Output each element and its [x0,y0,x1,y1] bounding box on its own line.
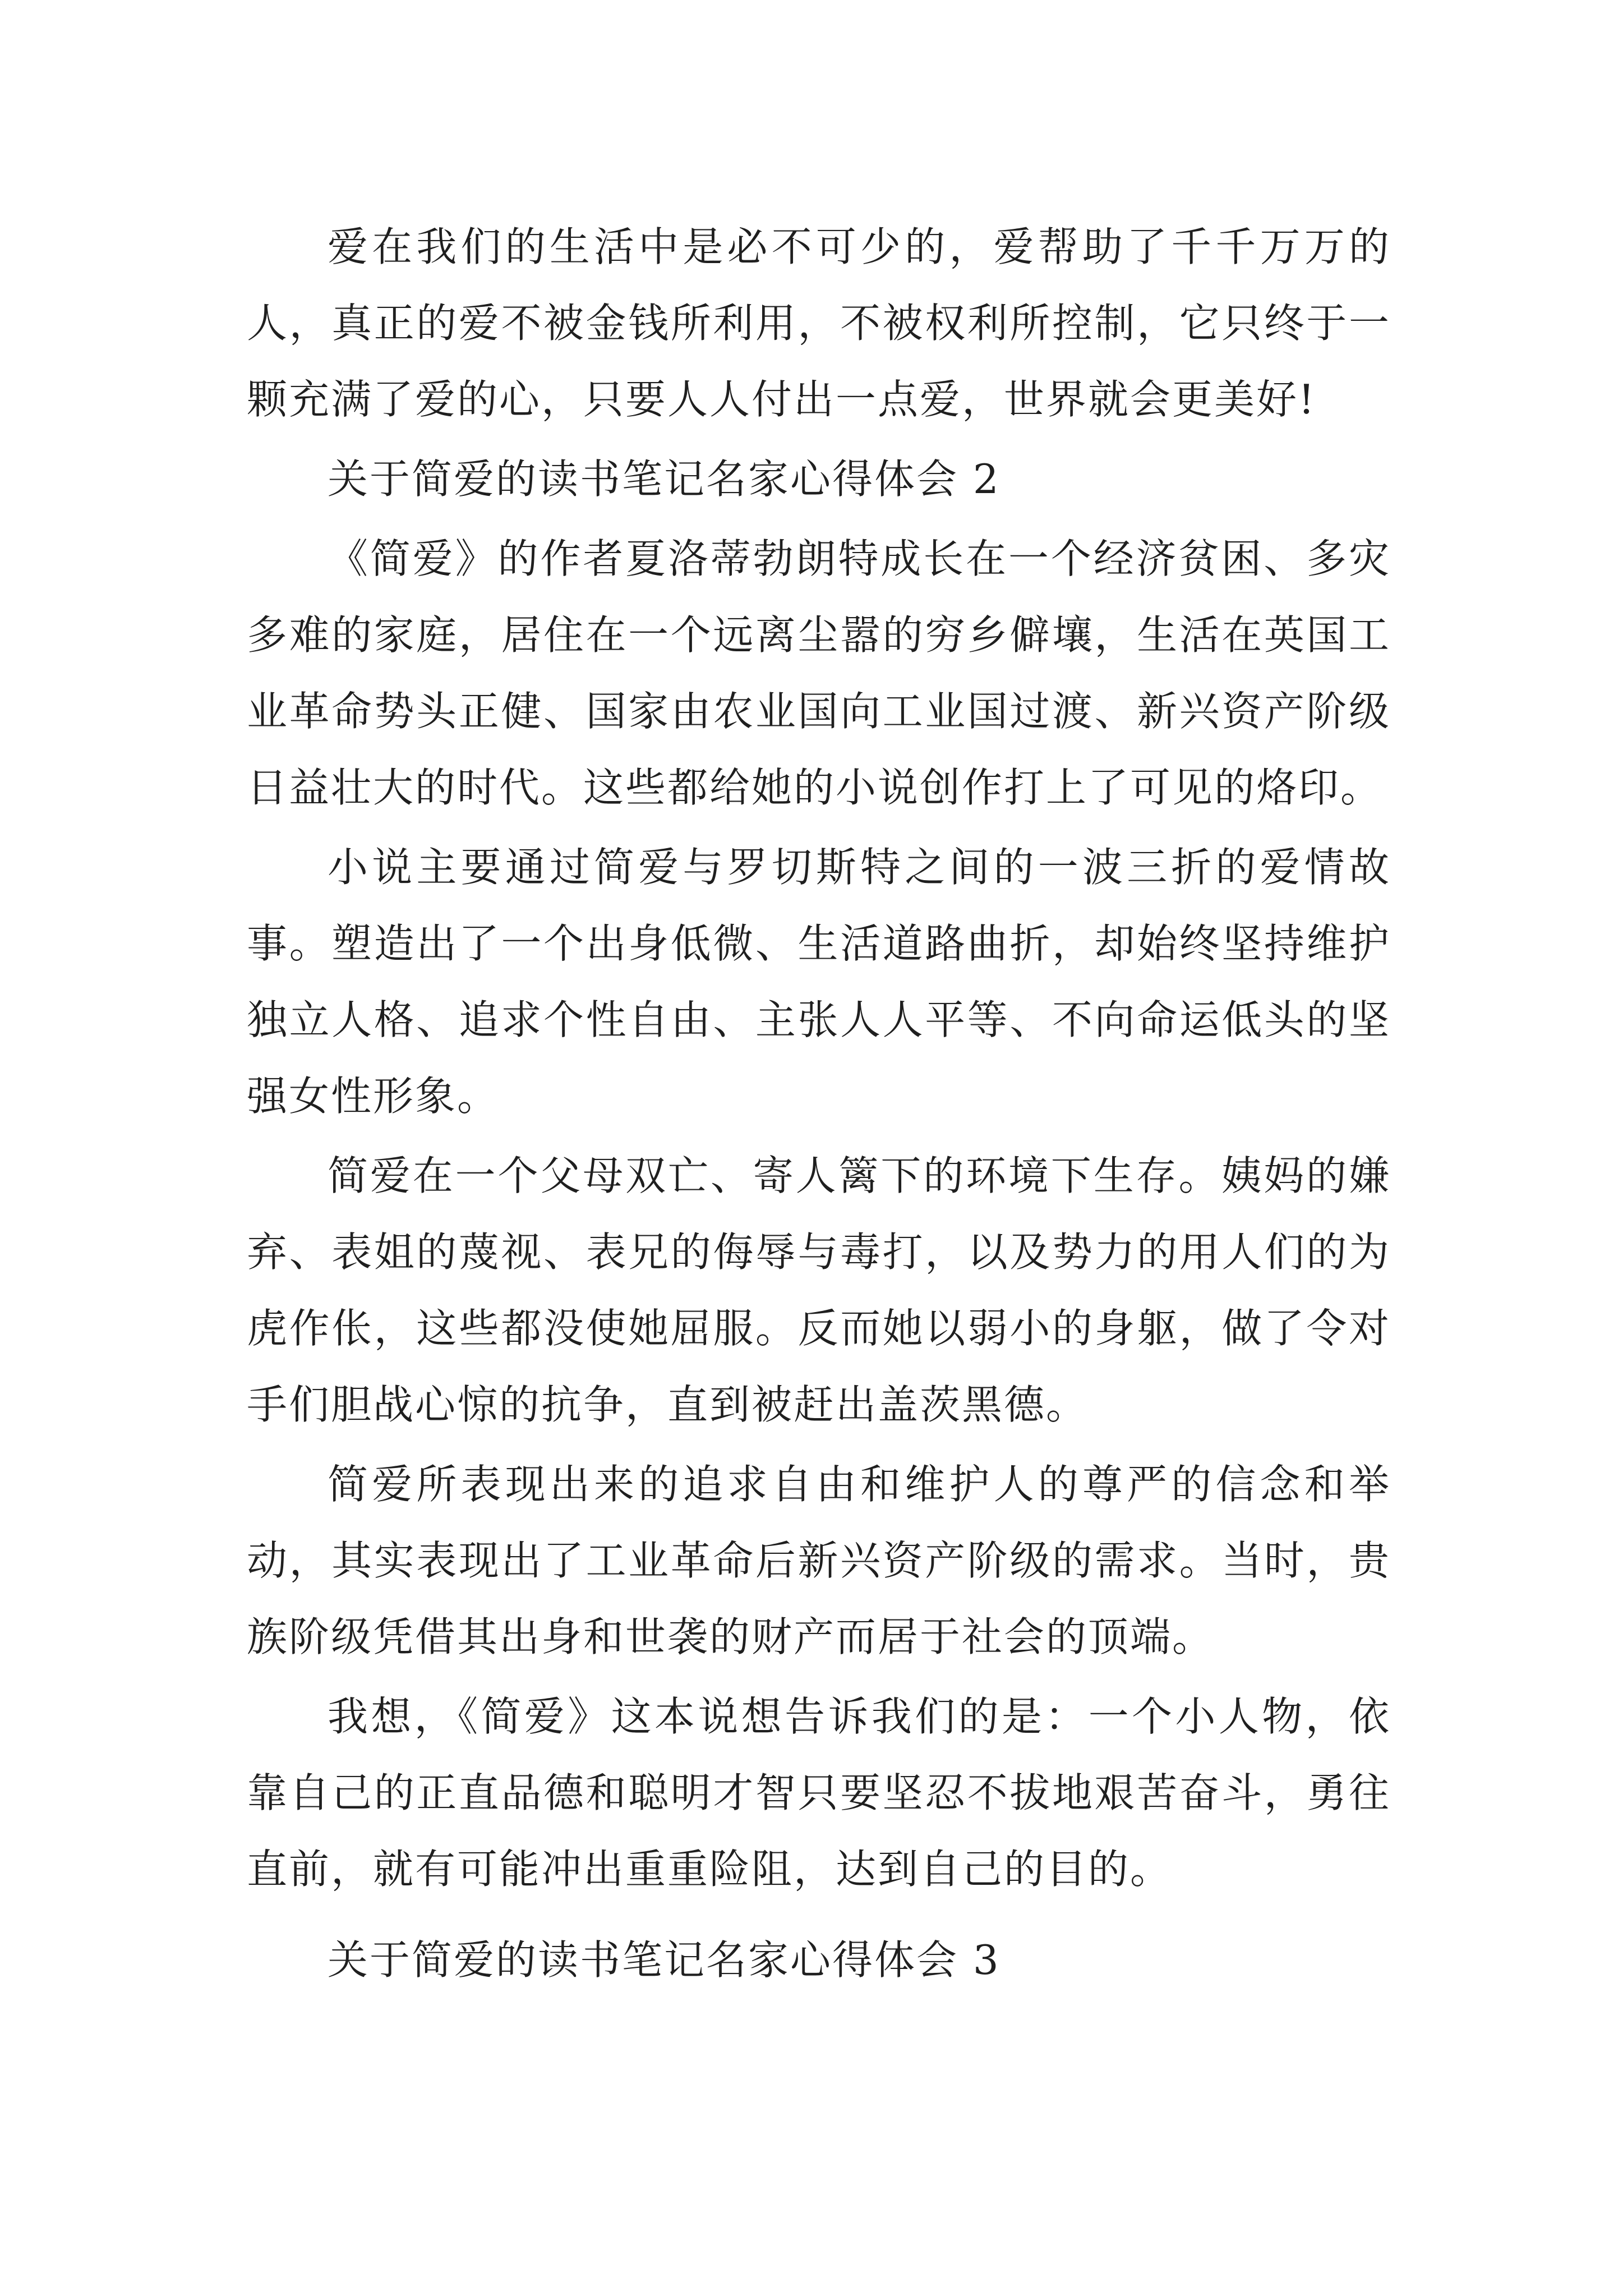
section-heading-3: 关于简爱的读书笔记名家心得体会 3 [328,1936,1000,1984]
paragraph-novel-summary: 小说主要通过简爱与罗切斯特之间的一波三折的爱情故事。塑造出了一个出身低微、生活道路曲折，却始终坚持维护独立人格、追求个性自由、主张人人平等、不向命运低头的坚强女性形象。 [247,844,1391,1120]
paragraph-freedom-dignity: 简爱所表现出来的追求自由和维护人的尊严的信念和举动，其实表现出了工业革命后新兴资产阶级的需求。当时，贵族阶级凭借其出身和世袭的财产而居于社会的顶端。 [247,1461,1391,1660]
paragraph-author-background: 《简爱》的作者夏洛蒂勃朗特成长在一个经济贫困、多灾多难的家庭，居住在一个远离尘嚣的穷乡僻壤，生活在英国工业革命势头正健、国家由农业国向工业国过渡、新兴资产阶级日益壮大的时代。这些都给她的小说创作打上了可见的烙印。 [247,535,1391,811]
section-heading-2: 关于简爱的读书笔记名家心得体会 2 [328,455,1000,503]
paragraph-jane-childhood: 简爱在一个父母双亡、寄人篱下的环境下生存。姨妈的嫌弃、表姐的蔑视、表兄的侮辱与毒打，以及势力的用人们的为虎作伥，这些都没使她屈服。反而她以弱小的身躯，做了令对手们胆战心惊的抗争，直到被赶出盖茨黑德。 [247,1152,1391,1428]
document-body [247,209,1391,2001]
paragraph-love-conclusion: 爱在我们的生活中是必不可少的，爱帮助了千千万万的人，真正的爱不被金钱所利用，不被权利所控制，它只终于一颗充满了爱的心，只要人人付出一点爱，世界就会更美好! [247,223,1391,423]
paragraph-reflection: 我想，《简爱》这本说想告诉我们的是：一个小人物，依靠自己的正直品德和聪明才智只要坚忍不拔地艰苦奋斗，勇往直前，就有可能冲出重重险阻，达到自己的目的。 [247,1693,1391,1893]
